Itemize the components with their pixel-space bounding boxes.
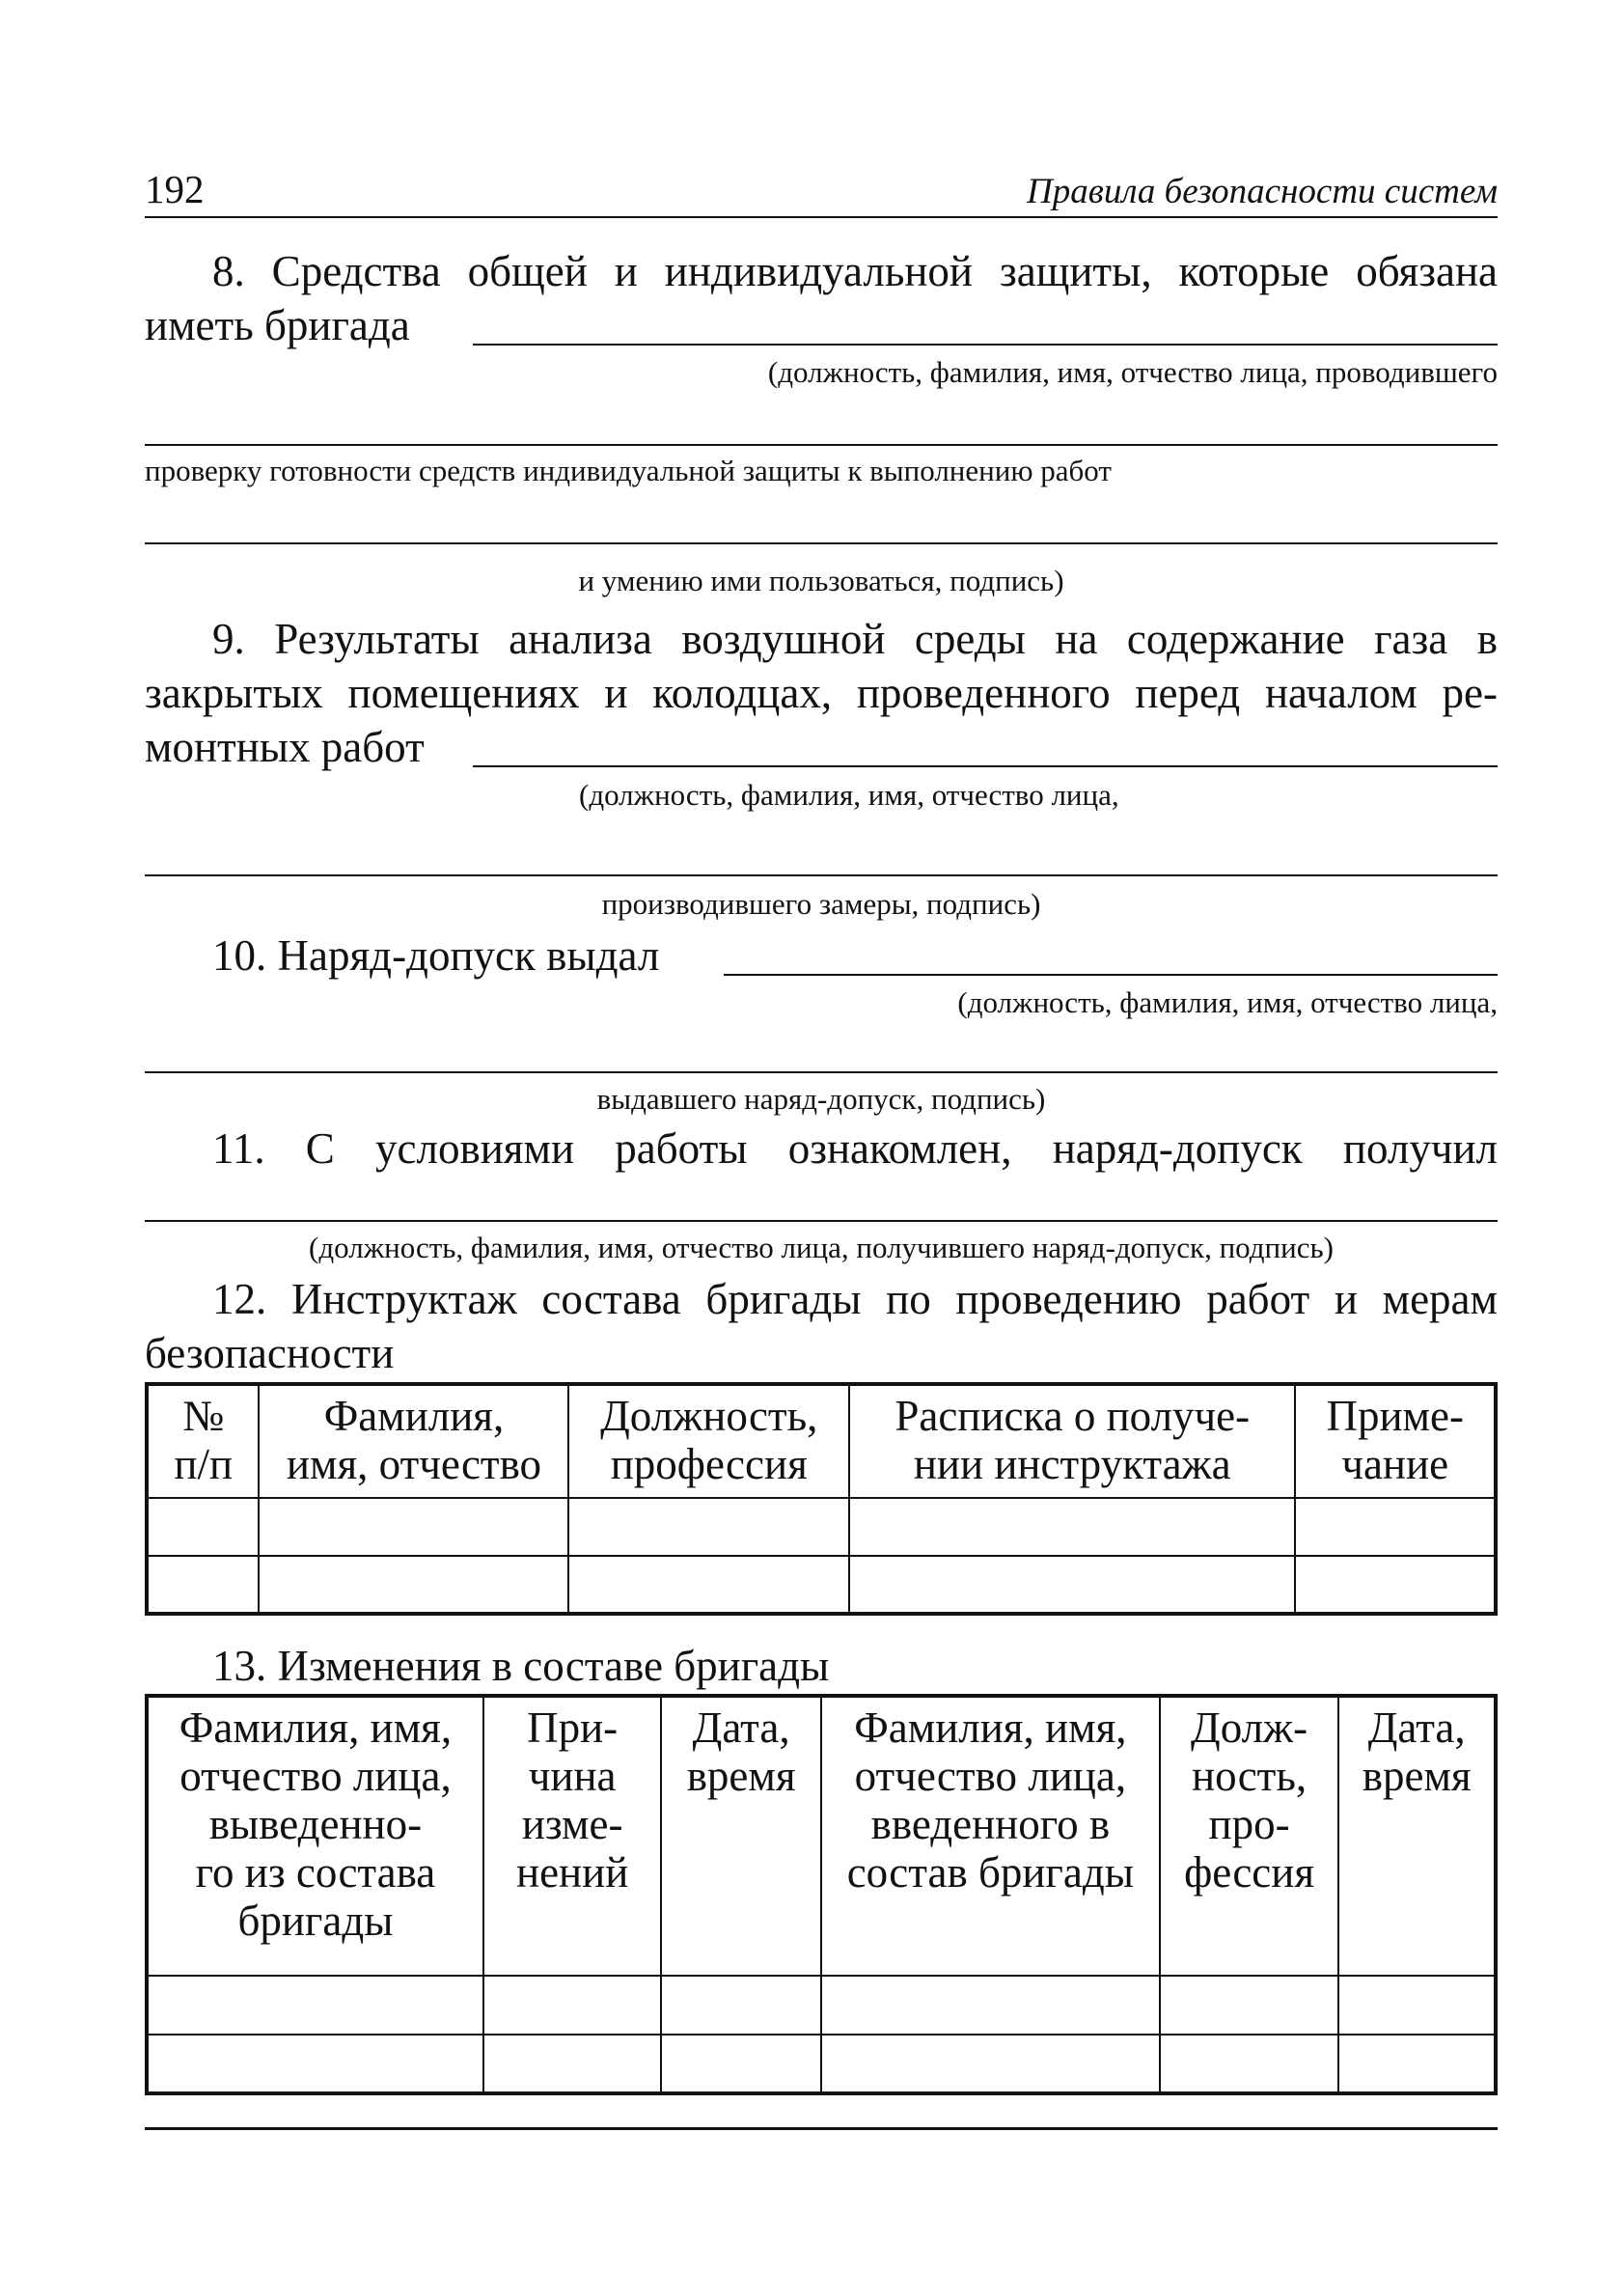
briefing-table [145, 1382, 1498, 1616]
table-cell[interactable] [661, 2035, 821, 2093]
section-8-fill-line [473, 344, 1498, 346]
col-removed-person: Фамилия, имя, отчество лица, выведенно- го из состава бригады [147, 1696, 483, 1976]
table-cell[interactable] [568, 1556, 849, 1614]
section-10-note-1: (должность, фамилия, имя, отчество лица, [957, 985, 1498, 1019]
table-cell[interactable] [849, 1498, 1295, 1556]
section-13-line-1: 13. Изменения в составе бригады [212, 1642, 830, 1690]
page-number: 192 [145, 167, 205, 211]
section-10-note-2: выдавшего наряд-допуск, подпись) [596, 1082, 1046, 1116]
table-cell[interactable] [147, 2035, 483, 2093]
bottom-rule [145, 2127, 1498, 2130]
section-11-rule [145, 1220, 1498, 1222]
table-cell[interactable] [849, 1556, 1295, 1614]
table-row [147, 1498, 1496, 1556]
col-date-time-removed: Дата, время [661, 1696, 821, 1976]
team-changes-header-row [147, 1696, 1496, 1976]
table-cell[interactable] [1295, 1498, 1496, 1556]
table-cell[interactable] [1338, 1976, 1496, 2035]
section-9-fill-line [473, 765, 1498, 767]
section-9-line-3: монтных работ [145, 723, 425, 771]
col-note: Приме- чание [1295, 1384, 1496, 1498]
section-8-line-2: иметь бригада [145, 301, 410, 349]
table-cell[interactable] [483, 2035, 661, 2093]
table-row [147, 1556, 1496, 1614]
section-8-note-3: и умению ими пользоваться, подпись) [578, 564, 1064, 597]
section-10-fill-line [724, 974, 1498, 976]
col-signature: Расписка о получе- нии инструктажа [849, 1384, 1295, 1498]
col-date-time-added: Дата, время [1338, 1696, 1496, 1976]
section-8-note-1: (должность, фамилия, имя, отчество лица, проводившего [767, 355, 1498, 389]
table-cell[interactable] [259, 1498, 568, 1556]
section-11-line-1: 11. С условиями работы ознакомлен, наряд-допуск получил [212, 1124, 1498, 1173]
table-row [147, 2035, 1496, 2093]
col-position: Должность, профессия [568, 1384, 849, 1498]
section-11-note-1: (должность, фамилия, имя, отчество лица, получившего наряд-допуск, подпись) [309, 1231, 1334, 1264]
table-cell[interactable] [568, 1498, 849, 1556]
table-cell[interactable] [821, 2035, 1160, 2093]
section-9-line-1: 9. Результаты анализа воздушной среды на содержание газа в [212, 615, 1498, 663]
section-8-note-2: проверку готовности средств индивидуальной защиты к выполнению работ [145, 454, 1112, 487]
table-cell[interactable] [1295, 1556, 1496, 1614]
table-cell[interactable] [259, 1556, 568, 1614]
table-cell[interactable] [147, 1976, 483, 2035]
briefing-table-header-row [147, 1384, 1496, 1498]
table-cell[interactable] [147, 1498, 259, 1556]
section-12-line-2: безопасности [145, 1329, 395, 1377]
section-9-line-2: закрытых помещениях и колодцах, проведенного перед началом ре- [145, 669, 1498, 717]
section-12-line-1: 12. Инструктаж состава бригады по проведению работ и мерам [212, 1275, 1498, 1323]
table-row [147, 1976, 1496, 2035]
table-cell[interactable] [483, 1976, 661, 2035]
col-full-name: Фамилия, имя, отчество [259, 1384, 568, 1498]
section-10-rule [145, 1071, 1498, 1073]
col-added-person: Фамилия, имя, отчество лица, введенного в состав бригады [821, 1696, 1160, 1976]
document-page [145, 0, 1498, 2271]
col-change-reason: При- чина изме- нений [483, 1696, 661, 1976]
section-8-line-1: 8. Средства общей и индивидуальной защиты, которые обязана [212, 247, 1498, 295]
table-cell[interactable] [1160, 1976, 1339, 2035]
section-9-rule [145, 874, 1498, 876]
section-9-note-2: производившего замеры, подпись) [601, 887, 1041, 921]
table-cell[interactable] [147, 1556, 259, 1614]
running-title: Правила безопасности систем [1027, 172, 1498, 211]
team-changes-table [145, 1694, 1498, 2095]
section-8-rule-1 [145, 444, 1498, 446]
section-10-line-1: 10. Наряд-допуск выдал [212, 931, 660, 980]
table-cell[interactable] [1160, 2035, 1339, 2093]
page-header [145, 166, 1498, 218]
table-cell[interactable] [821, 1976, 1160, 2035]
section-9-note-1: (должность, фамилия, имя, отчество лица, [579, 778, 1119, 812]
col-added-position: Долж- ность, про- фессия [1160, 1696, 1339, 1976]
table-cell[interactable] [661, 1976, 821, 2035]
col-number: № п/п [147, 1384, 259, 1498]
table-cell[interactable] [1338, 2035, 1496, 2093]
section-8-rule-2 [145, 542, 1498, 544]
